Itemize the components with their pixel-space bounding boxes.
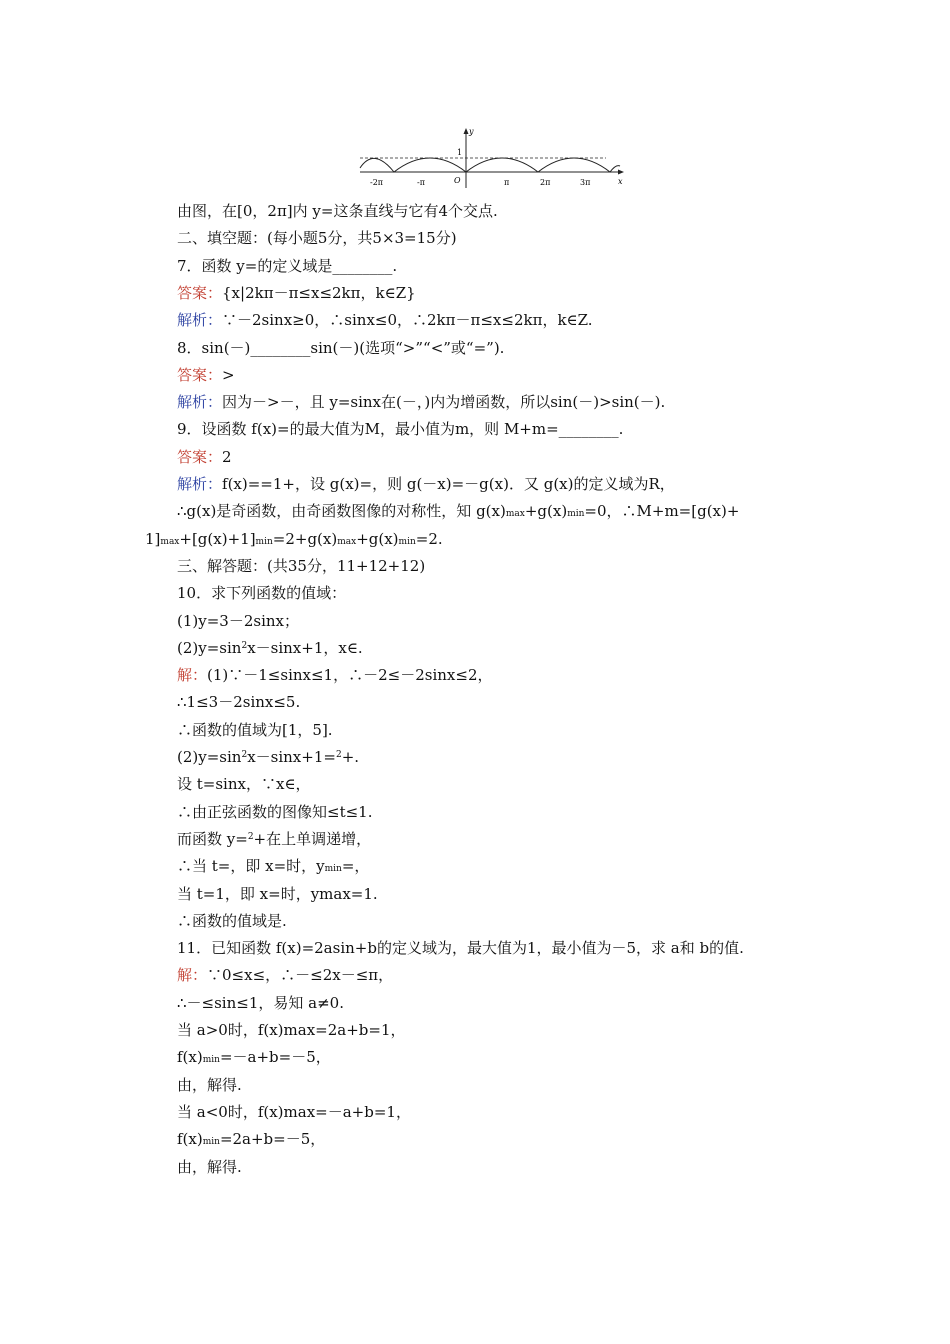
text-line	[0, 498, 950, 525]
text-run: +在上单调递增，	[253, 830, 372, 848]
text-run: 1]	[145, 530, 161, 548]
text-run: =2a+b=－5，	[219, 1130, 326, 1148]
answer-label: 解析：	[177, 393, 223, 411]
text-run: 由，解得.	[177, 1158, 242, 1176]
text-line	[0, 717, 950, 744]
text-line	[0, 362, 950, 389]
text-run: ∵0≤x≤，∴－≤2x－≤π，	[207, 966, 394, 984]
text-run: ∴g(x)是奇函数，由奇函数图像的对称性，知 g(x)	[177, 502, 506, 520]
text-run: 10．求下列函数的值域：	[177, 584, 347, 602]
text-line	[0, 1044, 950, 1071]
tick-label: 2π	[540, 178, 551, 187]
text-line	[0, 389, 950, 416]
text-line	[0, 771, 950, 798]
text-line	[0, 881, 950, 908]
text-line	[0, 416, 950, 443]
text-run: 8．sin(－)________sin(－)(选项“>”“<”或“=”).	[177, 339, 505, 357]
text-run: 而函数 y=	[177, 830, 248, 848]
text-run: {x|2kπ－π≤x≤2kπ，k∈Z}	[222, 284, 416, 302]
text-run: 因为－>－，且 y=sinx在(－，)内为增函数，所以sin(－)>sin(－).	[222, 393, 666, 411]
text-line	[0, 1072, 950, 1099]
text-run: =，	[341, 857, 370, 875]
text-run: min	[202, 1137, 220, 1147]
abs-sine-graph	[356, 124, 628, 190]
answer-label: 解析：	[177, 311, 223, 329]
text-line	[0, 935, 950, 962]
one-label: 1	[457, 148, 463, 157]
text-run: (1)∵－1≤sinx≤1，∴－2≤－2sinx≤2，	[207, 666, 493, 684]
text-run: (2)y=sin	[177, 639, 242, 657]
text-run: min	[567, 509, 585, 519]
text-line	[0, 635, 950, 662]
tick-label: 3π	[580, 178, 591, 187]
x-axis-label: x	[618, 177, 623, 186]
text-run: min	[202, 1055, 220, 1065]
answer-label: 答案：	[177, 448, 223, 466]
text-line	[0, 526, 950, 553]
text-run: f(x)	[177, 1048, 203, 1066]
text-run: (2)y=sin	[177, 748, 242, 766]
text-line	[0, 1099, 950, 1126]
text-run: f(x)	[177, 1130, 203, 1148]
text-run: >	[222, 366, 235, 384]
text-line	[0, 962, 950, 989]
text-run: ∴当 t=，即 x=时，y	[177, 857, 325, 875]
text-run: =0，∴M+m=[g(x)+	[584, 502, 740, 520]
text-run: 2	[222, 448, 232, 466]
text-run: x－sinx+1，x∈.	[247, 639, 363, 657]
text-run: 由图，在[0，2π]内 y=这条直线与它有4个交点.	[177, 202, 498, 220]
text-run: 7．函数 y=的定义域是________.	[177, 257, 398, 275]
text-run: x－sinx+1=	[247, 748, 336, 766]
text-run: ∴由正弦函数的图像知≤t≤1.	[177, 803, 373, 821]
text-line	[0, 225, 950, 252]
text-line	[0, 253, 950, 280]
answer-label: 解：	[177, 666, 208, 684]
text-run: ∴－≤sin≤1，易知 a≠0.	[177, 994, 344, 1012]
text-run: =－a+b=－5，	[219, 1048, 331, 1066]
text-run: 当 t=1，即 x=时，ymax=1.	[177, 885, 378, 903]
text-run: 11．已知函数 f(x)=2asin+b的定义域为，最大值为1，最小值为－5，求 a和 b的值.	[177, 939, 744, 957]
text-run: +g(x)	[356, 530, 399, 548]
text-run: +.	[341, 748, 360, 766]
text-line	[0, 908, 950, 935]
text-run: =2+g(x)	[272, 530, 338, 548]
y-axis-label: y	[469, 127, 474, 136]
text-run: 2	[247, 832, 254, 842]
origin-label: O	[454, 176, 461, 185]
text-run: min	[324, 864, 342, 874]
text-run: 设 t=sinx，∵x∈，	[177, 775, 311, 793]
text-run: min	[255, 537, 273, 547]
answer-label: 答案：	[177, 284, 223, 302]
text-run: f(x)==1+，设 g(x)=，则 g(－x)=－g(x)．又 g(x)的定义域为R，	[222, 475, 675, 493]
text-run: 2	[335, 750, 342, 760]
text-line	[0, 1017, 950, 1044]
text-run: 三、解答题：(共35分，11+12+12)	[177, 557, 426, 575]
text-line	[0, 580, 950, 607]
text-run: max	[505, 509, 525, 519]
text-line	[0, 608, 950, 635]
answer-label: 答案：	[177, 366, 223, 384]
text-line	[0, 280, 950, 307]
text-run: ∴函数的值域是.	[177, 912, 287, 930]
text-run: 9．设函数 f(x)=的最大值为M，最小值为m，则 M+m=________.	[177, 420, 624, 438]
text-line	[0, 553, 950, 580]
text-line	[0, 444, 950, 471]
text-run: 2	[241, 641, 248, 651]
text-run: max	[337, 537, 357, 547]
text-run: 当 a>0时，f(x)max=2a+b=1，	[177, 1021, 406, 1039]
text-line	[0, 1154, 950, 1181]
text-run: ∴1≤3－2sinx≤5.	[177, 693, 301, 711]
text-run: max	[160, 537, 180, 547]
tick-label: -2π	[370, 178, 384, 187]
text-line	[0, 744, 950, 771]
text-line	[0, 662, 950, 689]
text-line	[0, 1126, 950, 1153]
answer-label: 解析：	[177, 475, 223, 493]
text-run: +[g(x)+1]	[179, 530, 256, 548]
text-line	[0, 853, 950, 880]
text-line	[0, 307, 950, 334]
text-run: min	[398, 537, 416, 547]
text-line	[0, 799, 950, 826]
text-line	[0, 826, 950, 853]
text-run: (1)y=3－2sinx；	[177, 612, 299, 630]
text-run: 二、填空题：(每小题5分，共5×3=15分)	[177, 229, 457, 247]
text-run: ∵－2sinx≥0，∴sinx≤0，∴2kπ－π≤x≤2kπ，k∈Z.	[222, 311, 593, 329]
curve	[360, 158, 620, 172]
tick-label: -π	[417, 178, 425, 187]
text-run: +g(x)	[524, 502, 568, 520]
text-run: 2	[241, 750, 248, 760]
text-run: 当 a<0时，f(x)max=－a+b=1，	[177, 1103, 411, 1121]
text-run: =2.	[415, 530, 443, 548]
tick-label: π	[504, 178, 510, 187]
text-line	[0, 689, 950, 716]
text-line	[0, 198, 950, 225]
text-line	[0, 990, 950, 1017]
answer-label: 解：	[177, 966, 208, 984]
text-line	[0, 335, 950, 362]
y-axis-arrow	[464, 128, 469, 134]
x-axis-arrow	[618, 170, 624, 175]
text-run: ∴函数的值域为[1，5].	[177, 721, 333, 739]
text-line	[0, 471, 950, 498]
text-run: 由，解得.	[177, 1076, 242, 1094]
